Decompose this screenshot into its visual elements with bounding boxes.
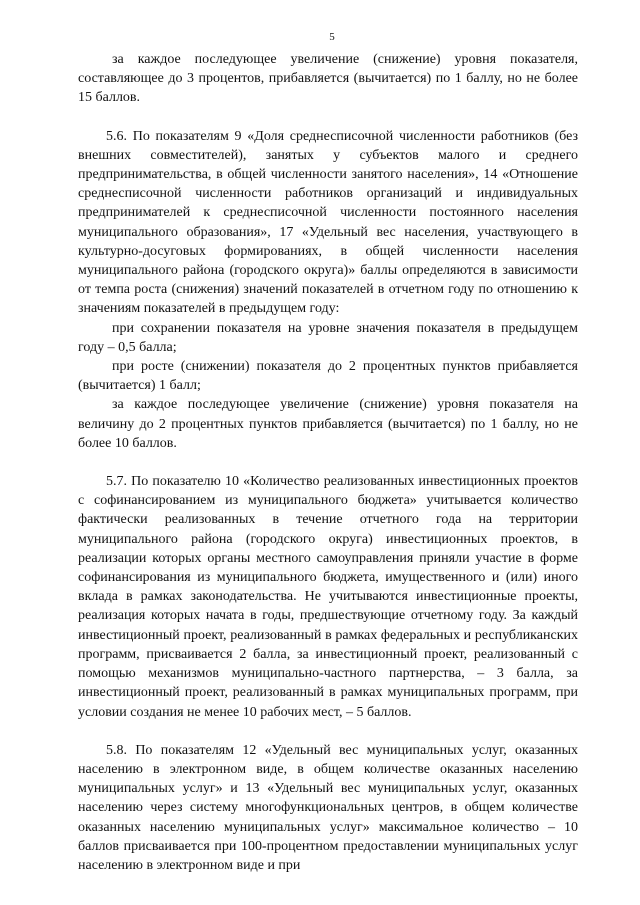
paragraph-5-6: 5.6. По показателям 9 «Доля среднесписочной численности работников (без внешних совместителей), занятых у субъектов малого и среднего предпринимательства, в общей численности занятого населения», 14 «Отношение среднесписочной численности работников организаций и индивидуальных предпринимателей к среднесписочной численности постоянного населения муниципального образования», 17 «Удельный вес населения, участвующего в культурно-досуговых формированиях, в общей численности населения муниципального района (городского округа)» баллы определяются в зависимости от темпа роста (снижения) значений показателей в отчетном году по отношению к значениям показателей в предыдущем году: <box>78 128 578 317</box>
paragraph-5-8: 5.8. По показателям 12 «Удельный вес муниципальных услуг, оказанных населению в электронном виде, в общем количестве оказанных населению муниципальных услуг» и 13 «Удельный вес муниципальных услуг, оказанных населению через систему многофункциональных центров, в общем количестве оказанных населению муниципальных услуг» максимальное количество – 10 баллов присваивается при 100-процентном предоставлении муниципальных услуг населению в электронном виде и при <box>78 742 578 873</box>
paragraph-gap <box>78 453 578 472</box>
paragraph-5-6-item-3: за каждое последующее увеличение (снижение) уровня показателя на величину до 2 процентных пунктов прибавляется (вычитается) по 1 баллу, но не более 10 баллов. <box>78 397 578 451</box>
paragraph-5-6-item-2: при росте (снижении) показателя до 2 процентных пунктов прибавляется (вычитается) 1 балл; <box>78 359 578 394</box>
paragraph-5-6-item-1: при сохранении показателя на уровне значения показателя в предыдущем году – 0,5 балла; <box>78 320 578 355</box>
paragraph-5-7: 5.7. По показателю 10 «Количество реализованных инвестиционных проектов с софинансированием из муниципального бюджета» учитывается количество фактически реализованных в течение отчетного года на территории муниципального района (городского округа) инвестиционных проектов, в реализации которых органы местного самоуправления приняли участие в форме софинансирования из муниципального бюджета, имущественного и (или) иного вклада в рамках законодательства. Не учитываются инвестиционные проекты, реализация которых начата в годы, предшествующие отчетному году. За каждый инвестиционный проект, реализованный в рамках федеральных и республиканских программ, присваивается 2 балла, за инвестиционный проект, реализованный с помощью механизмов муниципально-частного партнерства, – 3 балла, за инвестиционный проект, реализованный в рамках муниципальных программ, при условии создания не менее 10 рабочих мест, – 5 баллов. <box>78 474 578 720</box>
paragraph-5-5-continuation: за каждое последующее увеличение (снижение) уровня показателя, составляющее до 3 процентов, прибавляется (вычитается) по 1 баллу, но не более 15 баллов. <box>78 52 578 106</box>
page-number: 5 <box>329 31 335 43</box>
paragraph-gap <box>78 108 578 127</box>
document-page <box>78 30 578 875</box>
paragraph-gap <box>78 722 578 741</box>
